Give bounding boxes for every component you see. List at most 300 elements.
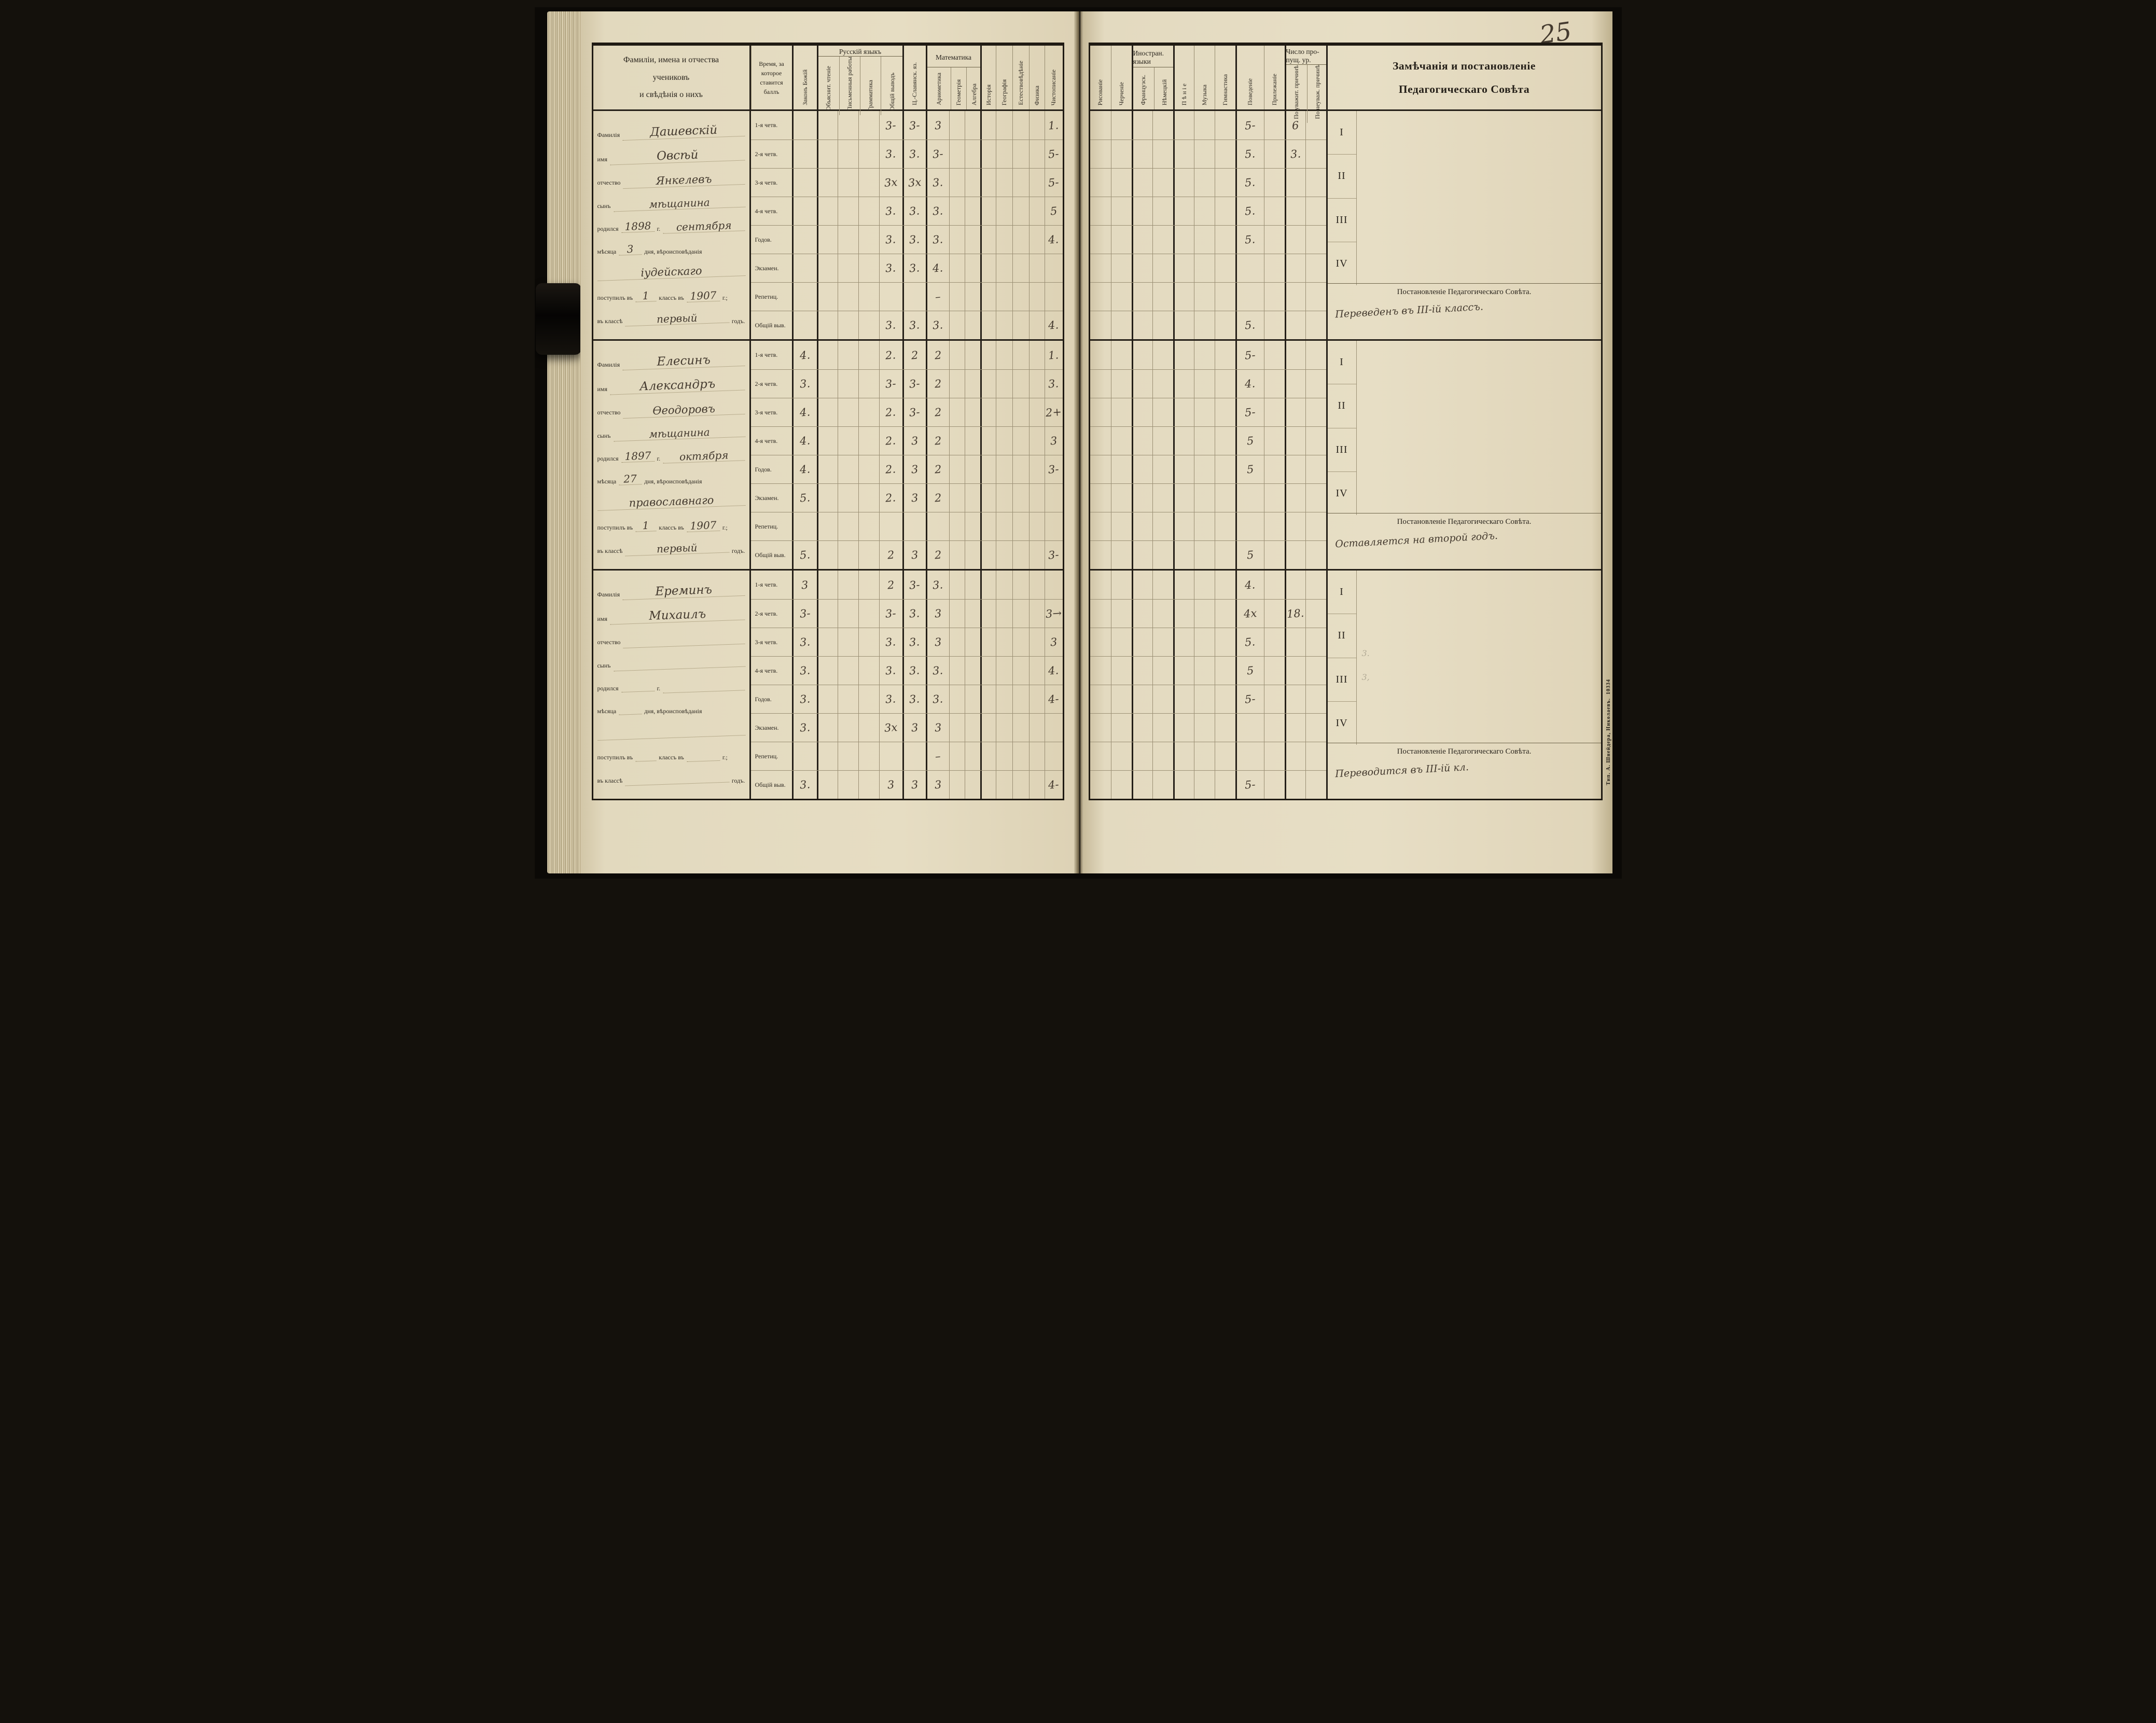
student-3-entered_year-value	[686, 749, 720, 761]
s3-est-r4	[1012, 657, 1029, 685]
s1-cher-r6	[1111, 254, 1132, 282]
grade-value: –	[935, 290, 941, 303]
s1-zb-r7	[792, 283, 817, 311]
s2-geom-r2	[949, 370, 965, 398]
student-3-remarks	[1326, 571, 1601, 799]
s3-uvazh-r5	[1285, 685, 1305, 713]
s2-zb-r7	[792, 512, 817, 540]
s3-cher-r8	[1111, 771, 1132, 799]
grade-value: –	[935, 749, 941, 763]
s2-obyas-r1	[817, 341, 838, 369]
student-1-entered_year-value: 1907	[686, 289, 720, 302]
column-header-geo	[996, 46, 1012, 109]
student-1-surname-value: Дашевскій	[622, 123, 745, 141]
s2-chist-r7	[1045, 512, 1063, 540]
row-label-4: 4-я четв.	[755, 437, 778, 444]
s2-chist-r3	[1045, 398, 1063, 426]
student-3-born_day-value	[619, 703, 642, 715]
s3-zb-r5	[792, 685, 817, 713]
s2-arifm-r2	[926, 370, 949, 398]
grades-table-left	[592, 43, 1064, 800]
s2-cher-r6	[1111, 484, 1132, 512]
column-header-obshch	[881, 57, 904, 115]
column-label-alg: Алгебра	[970, 83, 978, 105]
s1-est-r4	[1012, 197, 1029, 225]
info-label: г.	[657, 684, 661, 692]
s1-neuvazh-r5	[1305, 226, 1326, 254]
student-2-info-line-5	[597, 451, 745, 462]
column-group-fr	[1132, 46, 1173, 109]
s2-cher-r1	[1111, 341, 1132, 369]
grade-value: 3.	[909, 147, 921, 161]
grade-value: 3.	[799, 377, 811, 391]
s3-uvazh-r6	[1285, 714, 1305, 742]
row-label-6: Экзамен.	[755, 494, 779, 502]
s2-arifm-r7	[926, 512, 949, 540]
info-label: поступилъ въ	[597, 524, 633, 532]
s3-nem-r8	[1152, 771, 1173, 799]
s2-gim-r3	[1215, 398, 1235, 426]
s2-nem-r5	[1152, 455, 1173, 483]
student-1-row-5	[1090, 225, 1326, 254]
grade-value: 2	[934, 406, 942, 419]
info-label: имя	[597, 385, 608, 393]
grade-value: 3-	[909, 406, 921, 419]
s3-obyas-r1	[817, 571, 838, 599]
s2-tsl-r1	[902, 341, 926, 369]
s2-pril-r7	[1264, 512, 1285, 540]
s1-est-r5	[1012, 226, 1029, 254]
s1-fr-r3	[1132, 169, 1152, 197]
s3-geom-r1	[949, 571, 965, 599]
s2-geo-r2	[996, 370, 1012, 398]
student-1-quarter-strip	[1328, 111, 1357, 285]
student-2-row-5	[1090, 455, 1326, 483]
s3-pism-r2	[838, 600, 858, 628]
s2-pism-r4	[838, 427, 858, 455]
grade-value: 3.	[909, 664, 921, 677]
s2-nem-r1	[1152, 341, 1173, 369]
student-3-info-line-2	[597, 609, 745, 622]
s3-nem-r7	[1152, 742, 1173, 770]
s2-ris-r7	[1090, 512, 1111, 540]
s1-nem-r4	[1152, 197, 1173, 225]
student-2-row-4	[1090, 426, 1326, 455]
s1-ist-r2	[980, 140, 996, 168]
s2-geom-r3	[949, 398, 965, 426]
grade-value: 5-	[1244, 406, 1256, 419]
student-3-row-3	[751, 628, 1063, 656]
grade-value: 3.	[909, 261, 921, 275]
s2-ris-r4	[1090, 427, 1111, 455]
info-label: имя	[597, 156, 608, 163]
s2-obyas-r5	[817, 455, 838, 483]
student-1-info-line-2	[597, 150, 745, 163]
s1-geo-r6	[996, 254, 1012, 282]
s3-fr-r6	[1132, 714, 1152, 742]
s1-arifm-r8	[926, 311, 949, 339]
s2-ist-r5	[980, 455, 996, 483]
s2-muz-r6	[1194, 484, 1215, 512]
s2-uvazh-r4	[1285, 427, 1305, 455]
grade-value: 3.	[799, 778, 811, 791]
s3-pen-r3	[1173, 628, 1194, 656]
student-3-info-line-1	[597, 585, 745, 598]
grade-value: 5	[1049, 204, 1058, 218]
s1-obyas-r3	[817, 169, 838, 197]
quarter-mark-I: I	[1328, 571, 1356, 614]
s1-fiz-r8	[1029, 311, 1045, 339]
info-label: Фамилія	[597, 361, 620, 368]
info-label: г.;	[722, 524, 728, 532]
student-2-info-line-8	[597, 520, 745, 532]
student-3-row-5	[751, 685, 1063, 713]
s3-cher-r1	[1111, 571, 1132, 599]
s2-gim-r5	[1215, 455, 1235, 483]
s1-chist-r5	[1045, 226, 1063, 254]
s1-gim-r2	[1215, 140, 1235, 168]
column-group-subrow	[1133, 67, 1173, 109]
student-3-entered_class-value	[635, 749, 657, 761]
info-label: дня, вѣроисповѣданія	[644, 477, 702, 485]
student-3-patronymic-value	[623, 632, 745, 648]
s1-cher-r3	[1111, 169, 1132, 197]
grade-value: 2	[886, 578, 895, 591]
s1-geom-r4	[949, 197, 965, 225]
student-2-row-8	[751, 540, 1063, 569]
student-2-surname-value: Елесинъ	[622, 353, 745, 370]
s1-pov-r4	[1235, 197, 1264, 225]
s3-muz-r4	[1194, 657, 1215, 685]
s3-pov-r8	[1235, 771, 1264, 799]
s2-geom-r5	[949, 455, 965, 483]
s2-nem-r4	[1152, 427, 1173, 455]
s2-arifm-r4	[926, 427, 949, 455]
info-label: сынъ	[597, 202, 611, 210]
student-3-info-line-5	[597, 680, 745, 692]
s3-gim-r3	[1215, 628, 1235, 656]
s2-alg-r8	[965, 541, 980, 569]
s2-pov-r8	[1235, 541, 1264, 569]
s3-uvazh-r3	[1285, 628, 1305, 656]
grade-value: 2.	[885, 434, 897, 448]
s1-pov-r5	[1235, 226, 1264, 254]
grade-value: 5	[1246, 548, 1255, 562]
s2-muz-r8	[1194, 541, 1215, 569]
student-3-class_year-value	[625, 771, 729, 786]
s1-geo-r5	[996, 226, 1012, 254]
s2-obyas-r4	[817, 427, 838, 455]
resolution-title: Постановленіе Педагогическаго Совѣта.	[1397, 288, 1532, 296]
s1-fiz-r5	[1029, 226, 1045, 254]
s1-alg-r6	[965, 254, 980, 282]
s3-est-r5	[1012, 685, 1029, 713]
student-2-row-2	[1090, 369, 1326, 398]
student-2-born_day-value: 27	[619, 473, 642, 485]
s2-obshch-r3	[879, 398, 902, 426]
s3-geo-r4	[996, 657, 1012, 685]
row-label-1: 1-я четв.	[755, 351, 778, 358]
row-label-7: Репетиц.	[755, 752, 778, 760]
s3-fiz-r1	[1029, 571, 1045, 599]
student-3-row-6	[751, 713, 1063, 742]
student-2-name-value: Александръ	[610, 378, 745, 395]
student-2-info	[593, 341, 751, 569]
s2-gram-r1	[858, 341, 879, 369]
s1-pen-r4	[1173, 197, 1194, 225]
student-1-block-right	[1090, 111, 1601, 339]
grade-value: 2.	[885, 406, 897, 419]
s3-obshch-r1	[879, 571, 902, 599]
s3-cher-r2	[1111, 600, 1132, 628]
s1-obyas-r4	[817, 197, 838, 225]
s3-gim-r4	[1215, 657, 1235, 685]
s2-zb-r4	[792, 427, 817, 455]
s1-geo-r1	[996, 111, 1012, 140]
grade-value: 3.	[885, 261, 897, 275]
s1-pism-r8	[838, 311, 858, 339]
s1-chist-r8	[1045, 311, 1063, 339]
s1-gim-r1	[1215, 111, 1235, 140]
s2-ist-r6	[980, 484, 996, 512]
column-header-pril	[1264, 46, 1285, 109]
s2-obyas-r3	[817, 398, 838, 426]
s1-zb-r5	[792, 226, 817, 254]
column-header-geom	[951, 67, 966, 109]
s1-fr-r6	[1132, 254, 1152, 282]
s3-est-r7	[1012, 742, 1029, 770]
student-1-row-1	[751, 111, 1063, 140]
column-group-subrow	[927, 67, 980, 109]
s3-uvazh-r1	[1285, 571, 1305, 599]
s1-tsl-r7	[902, 283, 926, 311]
info-label: мѣсяца	[597, 477, 617, 485]
s3-neuvazh-r8	[1305, 771, 1326, 799]
row-label-1: 1-я четв.	[755, 581, 778, 588]
student-2-row-6	[1090, 483, 1326, 512]
student-2-block-right	[1090, 339, 1601, 569]
s1-pism-r4	[838, 197, 858, 225]
grade-value: 3	[910, 721, 919, 734]
s1-obshch-r3	[879, 169, 902, 197]
info-label: въ классѣ	[597, 776, 623, 784]
student-2-remarks	[1326, 341, 1601, 569]
s1-pril-r5	[1264, 226, 1285, 254]
info-label: годъ.	[731, 776, 745, 784]
s2-nem-r2	[1152, 370, 1173, 398]
students-header-line-3: и свѣдѣнія о нихъ	[639, 90, 703, 100]
s2-uvazh-r3	[1285, 398, 1305, 426]
s2-geo-r5	[996, 455, 1012, 483]
student-3-surname-value: Ереминъ	[622, 583, 745, 600]
s3-tsl-r1	[902, 571, 926, 599]
s1-pov-r1	[1235, 111, 1264, 140]
student-1-row-2	[751, 140, 1063, 168]
column-label-est: Естествовѣдѣніе	[1017, 61, 1024, 105]
column-label-pen: П ѣ н і е	[1180, 83, 1188, 105]
s1-tsl-r1	[902, 111, 926, 140]
grade-value: 4х	[1243, 607, 1257, 620]
s3-est-r8	[1012, 771, 1029, 799]
student-3-info-line-7	[597, 726, 745, 738]
s3-pov-r3	[1235, 628, 1264, 656]
column-header-obyas	[818, 57, 839, 115]
student-2-class_year-value: первый	[625, 541, 729, 556]
grade-value: 5.	[1244, 147, 1256, 161]
s2-geo-r1	[996, 341, 1012, 369]
s2-alg-r2	[965, 370, 980, 398]
s3-ris-r7	[1090, 742, 1111, 770]
student-1-rows-left	[751, 111, 1063, 339]
s2-pen-r3	[1173, 398, 1194, 426]
column-header-gim	[1215, 46, 1235, 109]
student-1-row-3	[1090, 168, 1326, 197]
s3-pov-r2	[1235, 600, 1264, 628]
s2-obshch-r6	[879, 484, 902, 512]
s3-geom-r4	[949, 657, 965, 685]
record-book	[535, 7, 1622, 879]
row-label-6: Экзамен.	[755, 264, 779, 272]
s2-pril-r5	[1264, 455, 1285, 483]
row-label-3: 3-я четв.	[755, 178, 778, 186]
s1-fiz-r6	[1029, 254, 1045, 282]
s3-muz-r1	[1194, 571, 1215, 599]
s1-chist-r7	[1045, 283, 1063, 311]
s3-tsl-r2	[902, 600, 926, 628]
s3-arifm-r7	[926, 742, 949, 770]
s1-fr-r4	[1132, 197, 1152, 225]
s2-alg-r5	[965, 455, 980, 483]
s1-geom-r2	[949, 140, 965, 168]
info-label: классъ въ	[659, 524, 684, 532]
s3-fr-r4	[1132, 657, 1152, 685]
s1-pism-r6	[838, 254, 858, 282]
s1-chist-r3	[1045, 169, 1063, 197]
s3-chist-r8	[1045, 771, 1063, 799]
s2-est-r1	[1012, 341, 1029, 369]
s2-ris-r1	[1090, 341, 1111, 369]
bookmark-strap	[536, 283, 581, 355]
s1-fiz-r3	[1029, 169, 1045, 197]
time-column-header: Время, за которое ставится баллъ	[751, 46, 792, 109]
grade-value: 5	[1246, 463, 1255, 476]
grade-value: 3	[886, 778, 895, 791]
page-number: 25	[1538, 17, 1574, 50]
student-2-entered_class-value: 1	[635, 520, 657, 532]
grade-value: 3-	[909, 377, 921, 391]
student-3-info-line-4	[597, 658, 745, 669]
s3-ist-r4	[980, 657, 996, 685]
grade-value: 4.	[932, 261, 944, 275]
s1-est-r2	[1012, 140, 1029, 168]
student-2-info-line-3	[597, 402, 745, 417]
student-2-religion-value: православнаго	[597, 494, 745, 511]
s2-obshch-r1	[879, 341, 902, 369]
s1-gram-r8	[858, 311, 879, 339]
s3-est-r3	[1012, 628, 1029, 656]
column-label-pism: Письменныя работы	[845, 57, 853, 111]
student-3-row-2	[751, 599, 1063, 628]
s3-gram-r4	[858, 657, 879, 685]
student-1-row-8	[751, 311, 1063, 339]
s1-alg-r7	[965, 283, 980, 311]
s1-arifm-r7	[926, 283, 949, 311]
student-3-row-4	[751, 656, 1063, 685]
s1-obyas-r2	[817, 140, 838, 168]
s2-muz-r2	[1194, 370, 1215, 398]
s3-neuvazh-r4	[1305, 657, 1326, 685]
s3-arifm-r3	[926, 628, 949, 656]
student-1-row-5	[751, 225, 1063, 254]
s3-est-r6	[1012, 714, 1029, 742]
s2-pen-r2	[1173, 370, 1194, 398]
s3-geom-r7	[949, 742, 965, 770]
s1-obyas-r7	[817, 283, 838, 311]
s1-ist-r6	[980, 254, 996, 282]
grade-value: 3.	[885, 318, 897, 332]
s1-ist-r5	[980, 226, 996, 254]
s3-fr-r7	[1132, 742, 1152, 770]
s3-ris-r2	[1090, 600, 1111, 628]
grade-value: 2	[910, 349, 919, 362]
s1-alg-r4	[965, 197, 980, 225]
row-label-5: Годов.	[755, 465, 772, 473]
info-label: родился	[597, 454, 619, 462]
student-3-born_month-value	[663, 679, 745, 693]
s1-chist-r4	[1045, 197, 1063, 225]
grade-value: 3	[910, 491, 919, 505]
grade-value: 3.	[909, 607, 921, 620]
s3-muz-r3	[1194, 628, 1215, 656]
s2-pril-r1	[1264, 341, 1285, 369]
s2-obshch-r2	[879, 370, 902, 398]
s3-gram-r8	[858, 771, 879, 799]
s3-geo-r5	[996, 685, 1012, 713]
s3-ris-r8	[1090, 771, 1111, 799]
s1-muz-r5	[1194, 226, 1215, 254]
grade-value: 3.	[885, 147, 897, 161]
info-label: родился	[597, 684, 619, 692]
s2-est-r6	[1012, 484, 1029, 512]
student-2-son-value: мѣщанина	[613, 425, 745, 441]
s3-pism-r6	[838, 714, 858, 742]
s3-muz-r6	[1194, 714, 1215, 742]
s3-ris-r6	[1090, 714, 1111, 742]
info-label: дня, вѣроисповѣданія	[644, 247, 702, 255]
s1-nem-r2	[1152, 140, 1173, 168]
s1-geo-r7	[996, 283, 1012, 311]
s1-neuvazh-r6	[1305, 254, 1326, 282]
s3-zb-r7	[792, 742, 817, 770]
s3-cher-r7	[1111, 742, 1132, 770]
info-label: мѣсяца	[597, 247, 617, 255]
s1-muz-r8	[1194, 311, 1215, 339]
s2-obshch-r8	[879, 541, 902, 569]
s1-pen-r5	[1173, 226, 1194, 254]
s3-zb-r3	[792, 628, 817, 656]
row-label-2: 2-я четв.	[755, 380, 778, 387]
s3-neuvazh-r2	[1305, 600, 1326, 628]
s1-gim-r6	[1215, 254, 1235, 282]
grade-value: 4.	[1048, 233, 1060, 246]
student-3-rows-right	[1090, 571, 1326, 799]
info-label: г.;	[722, 294, 728, 302]
quarter-mark-III: III	[1328, 658, 1356, 702]
grades-table-right	[1089, 43, 1603, 800]
s1-est-r1	[1012, 111, 1029, 140]
student-1-block-left	[593, 111, 1063, 339]
s1-nem-r7	[1152, 283, 1173, 311]
